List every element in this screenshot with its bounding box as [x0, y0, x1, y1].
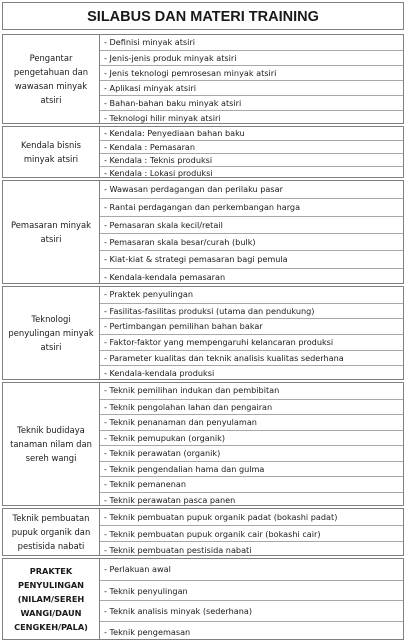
syllabus-item: - Teknologi hilir minyak atsiri [100, 110, 403, 125]
syllabus-section [2, 34, 404, 124]
syllabus-item: - Rantai perdagangan dan perkembangan harga [100, 198, 403, 215]
section-item-list [99, 181, 403, 283]
section-category: Teknik budidaya tanaman nilam dan sereh wangi [3, 383, 99, 505]
syllabus-item: - Kiat-kiat & strategi pemasaran bagi pemula [100, 250, 403, 267]
syllabus-item: - Teknik pengemasan [100, 621, 403, 641]
syllabus-item: - Kendala : Teknis produksi [100, 153, 403, 166]
syllabus-item: - Teknik pemilihan indukan dan pembibitan [100, 383, 403, 399]
section-item-list [99, 383, 403, 505]
section-item-list [99, 509, 403, 555]
section-item-list [99, 35, 403, 123]
syllabus-item: - Teknik perawatan (organik) [100, 445, 403, 461]
syllabus-item: - Teknik perawatan pasca panen [100, 492, 403, 508]
syllabus-item: - Teknik pembuatan pupuk organik padat (bokashi padat) [100, 509, 403, 525]
syllabus-item: - Teknik pengendalian hama dan gulma [100, 461, 403, 477]
syllabus-section [2, 558, 404, 640]
syllabus-item: - Praktek penyulingan [100, 287, 403, 303]
syllabus-item: - Teknik penanaman dan penyulaman [100, 414, 403, 430]
syllabus-item: - Teknik pembuatan pestisida nabati [100, 541, 403, 557]
syllabus-item: - Faktor-faktor yang mempengaruhi kelancaran produksi [100, 334, 403, 350]
syllabus-item: - Jenis-jenis produk minyak atsiri [100, 50, 403, 65]
syllabus-item: - Teknik pemupukan (organik) [100, 430, 403, 446]
syllabus-section [2, 126, 404, 178]
section-item-list [99, 127, 403, 177]
syllabus-item: - Fasilitas-fasilitas produksi (utama dan pendukung) [100, 303, 403, 319]
syllabus-item: - Wawasan perdagangan dan perilaku pasar [100, 181, 403, 198]
syllabus-item: - Bahan-bahan baku minyak atsiri [100, 95, 403, 110]
syllabus-item: - Kendala-kendala pemasaran [100, 268, 403, 285]
syllabus-section [2, 508, 404, 556]
syllabus-item: - Kendala : Lokasi produksi [100, 166, 403, 179]
syllabus-item: - Aplikasi minyak atsiri [100, 80, 403, 95]
syllabus-item: - Teknik analisis minyak (sederhana) [100, 600, 403, 621]
syllabus-item: - Teknik pembuatan pupuk organik cair (bokashi cair) [100, 525, 403, 541]
syllabus-item: - Teknik pemanenan [100, 476, 403, 492]
page-title: SILABUS DAN MATERI TRAINING [2, 2, 404, 30]
section-item-list [99, 559, 403, 639]
section-category: Teknologi penyulingan minyak atsiri [3, 287, 99, 379]
section-category: Teknik pembuatan pupuk organik dan pestisida nabati [3, 509, 99, 555]
syllabus-item: - Jenis teknologi pemrosesan minyak atsiri [100, 65, 403, 80]
syllabus-item: - Definisi minyak atsiri [100, 35, 403, 50]
syllabus-section [2, 382, 404, 506]
syllabus-item: - Kendala-kendala produksi [100, 365, 403, 381]
section-category: Kendala bisnis minyak atsiri [3, 127, 99, 177]
section-item-list [99, 287, 403, 379]
section-category: Pengantar pengetahuan dan wawasan minyak atsiri [3, 35, 99, 123]
section-category: PRAKTEK PENYULINGAN (NILAM/SEREH WANGI/DAUN CENGKEH/PALA) [3, 559, 99, 639]
section-category: Pemasaran minyak atsiri [3, 181, 99, 283]
syllabus-item: - Pemasaran skala kecil/retail [100, 216, 403, 233]
syllabus-item: - Teknik pengolahan lahan dan pengairan [100, 399, 403, 415]
syllabus-section [2, 286, 404, 380]
syllabus-item: - Kendala: Penyediaan bahan baku [100, 127, 403, 140]
syllabus-section [2, 180, 404, 284]
syllabus-item: - Teknik penyulingan [100, 580, 403, 601]
syllabus-item: - Kendala : Pemasaran [100, 140, 403, 153]
syllabus-item: - Pertimbangan pemilihan bahan bakar [100, 318, 403, 334]
syllabus-item: - Pemasaran skala besar/curah (bulk) [100, 233, 403, 250]
syllabus-item: - Perlakuan awal [100, 559, 403, 580]
syllabus-item: - Parameter kualitas dan teknik analisis kualitas sederhana [100, 350, 403, 366]
